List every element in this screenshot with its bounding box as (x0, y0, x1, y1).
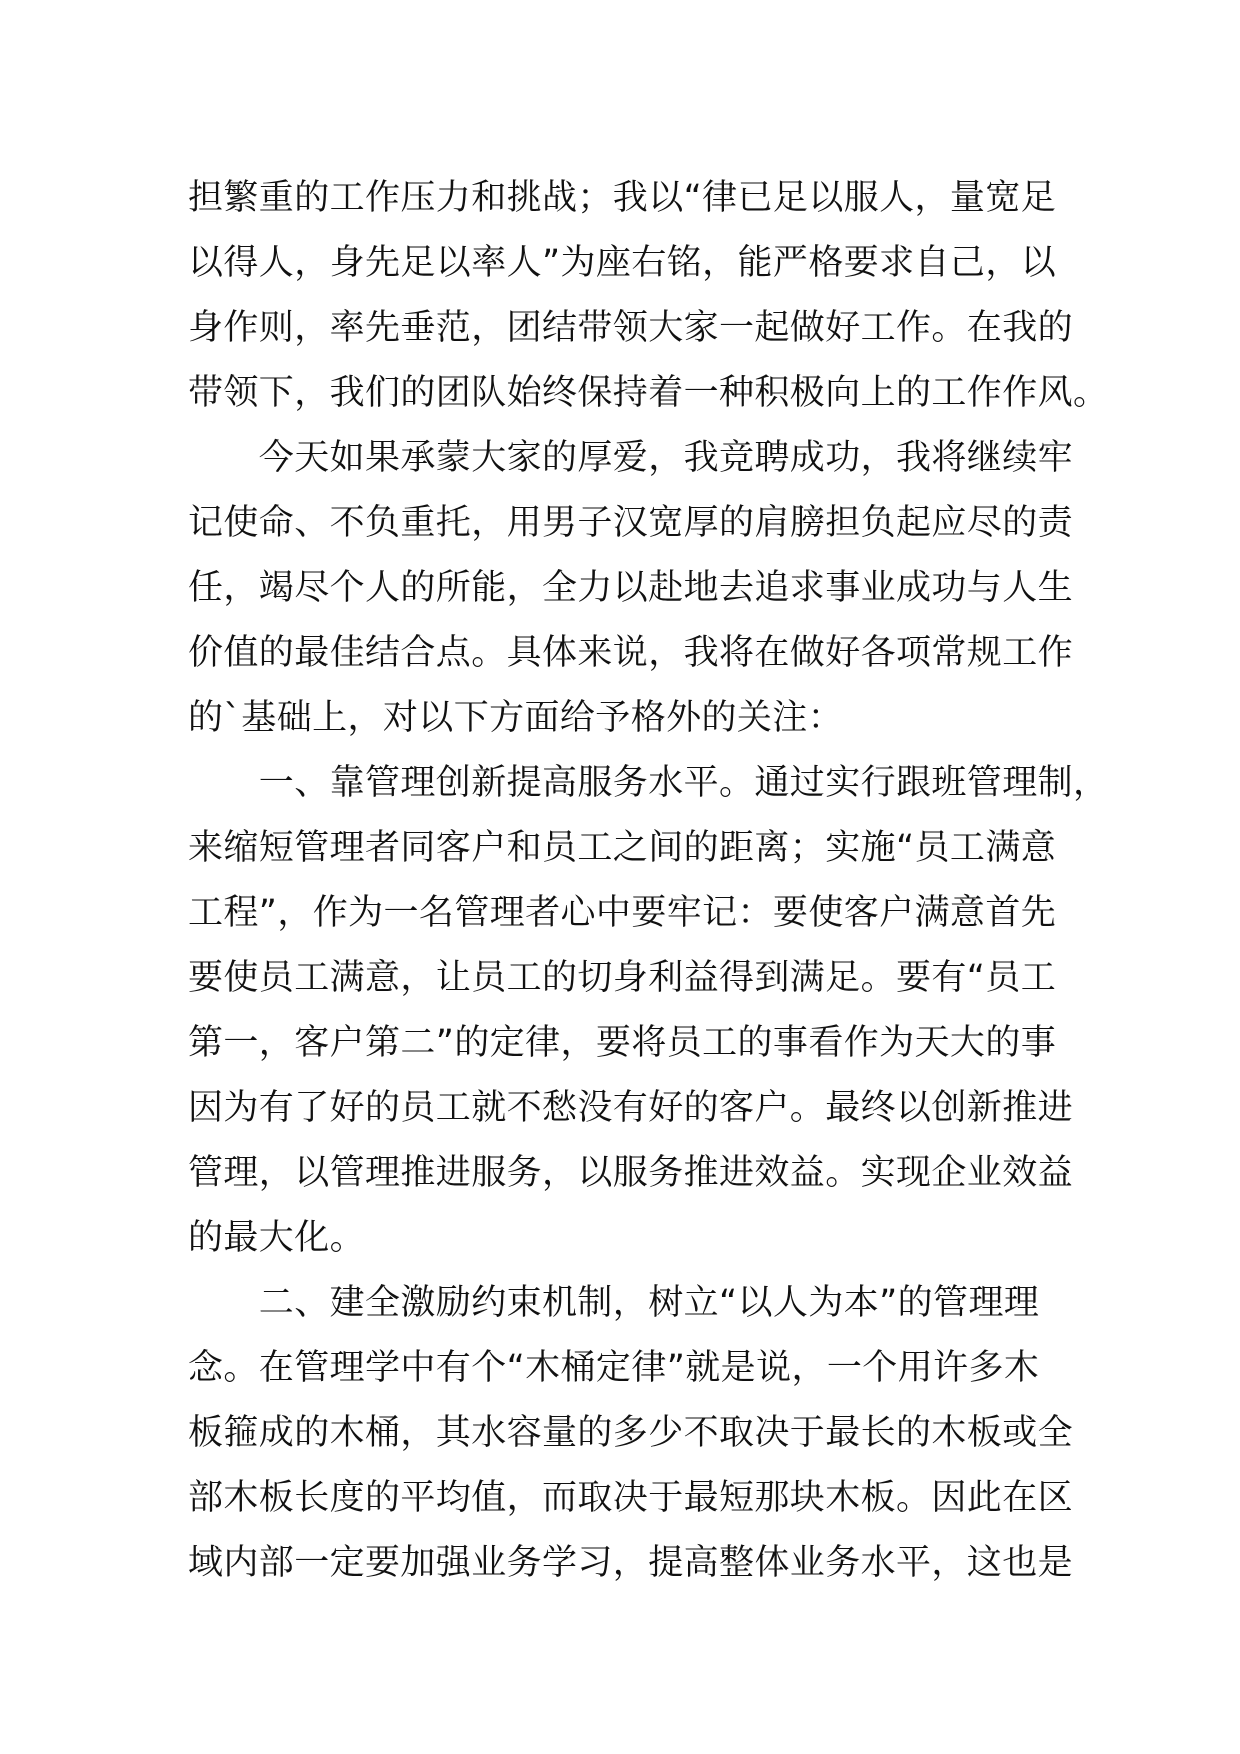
text-line: 二、建全激励约束机制，树立“以人为本”的管理理 (188, 1283, 1040, 1323)
text-line: 部木板长度的平均值，而取决于最短那块木板。因此在区 (188, 1478, 1074, 1518)
text-line: 工程”，作为一名管理者心中要牢记：要使客户满意首先 (188, 893, 1057, 933)
text-line: 身作则，率先垂范，团结带领大家一起做好工作。在我的 (188, 308, 1074, 348)
text-line: 的`基础上，对以下方面给予格外的关注： (188, 698, 844, 738)
body-text (188, 166, 1109, 1596)
text-line: 念。在管理学中有个“木桶定律”就是说，一个用许多木 (188, 1348, 1040, 1388)
text-line: 担繁重的工作压力和挑战；我以“律已足以服人，量宽足 (188, 178, 1057, 218)
text-line: 第一，客户第二”的定律，要将员工的事看作为天大的事 (188, 1023, 1057, 1063)
text-line: 板箍成的木桶，其水容量的多少不取决于最长的木板或全 (188, 1413, 1074, 1453)
text-line: 价值的最佳结合点。具体来说，我将在做好各项常规工作 (188, 633, 1074, 673)
text-line: 任，竭尽个人的所能，全力以赴地去追求事业成功与人生 (188, 568, 1074, 608)
text-line: 一、靠管理创新提高服务水平。通过实行跟班管理制， (188, 763, 1109, 803)
text-line: 以得人，身先足以率人”为座右铭，能严格要求自己，以 (188, 243, 1057, 283)
text-line: 要使员工满意，让员工的切身利益得到满足。要有“员工 (188, 958, 1057, 998)
text-line: 管理，以管理推进服务，以服务推进效益。实现企业效益 (188, 1153, 1074, 1193)
text-line: 域内部一定要加强业务学习，提高整体业务水平，这也是 (188, 1543, 1074, 1583)
text-line: 带领下，我们的团队始终保持着一种积极向上的工作作风。 (188, 373, 1109, 413)
text-line: 因为有了好的员工就不愁没有好的客户。最终以创新推进 (188, 1088, 1074, 1128)
text-line: 的最大化。 (188, 1218, 366, 1258)
text-line: 记使命、不负重托，用男子汉宽厚的肩膀担负起应尽的责 (188, 503, 1074, 543)
text-line: 今天如果承蒙大家的厚爱，我竞聘成功，我将继续牢 (188, 438, 1074, 478)
text-line: 来缩短管理者同客户和员工之间的距离；实施“员工满意 (188, 828, 1057, 868)
